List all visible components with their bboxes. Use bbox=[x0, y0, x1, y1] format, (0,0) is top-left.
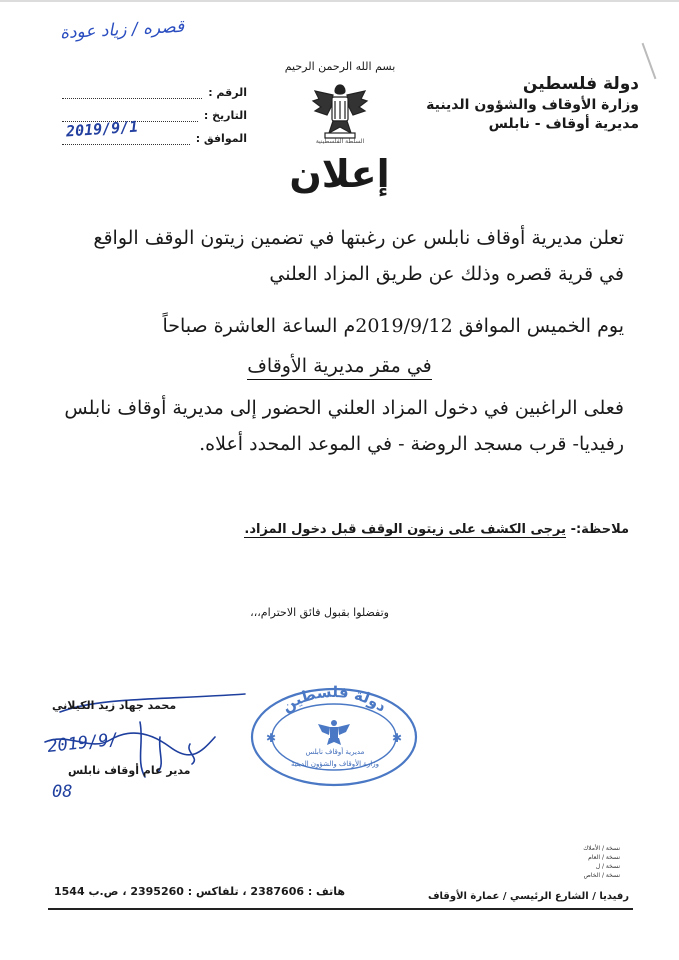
signature-date: 2019/9/ bbox=[46, 729, 120, 757]
basmala: بسم الله الرحمن الرحيم bbox=[284, 60, 396, 73]
distribution-item: نسخة / العام bbox=[588, 854, 620, 861]
distribution-item: نسخة / الأملاك bbox=[583, 845, 620, 852]
corresponding-line bbox=[62, 117, 190, 145]
body-paragraph-4: فعلى الراغبين في دخول المزاد العلني الحضور إلى مديرية أوقاف نابلس رفيديا- قرب مسجد الروضة - في الموعد المحدد أعلاه. bbox=[64, 397, 624, 455]
handwritten-date: 2019/9/1 bbox=[65, 117, 139, 141]
official-stamp bbox=[248, 685, 420, 787]
ref-row bbox=[62, 76, 247, 99]
distribution-item: نسخة / الخاص bbox=[583, 872, 620, 879]
reference-fields bbox=[62, 76, 247, 145]
footer-address: رفيديا / الشارع الرئيسي / عمارة الأوقاف bbox=[427, 891, 629, 902]
note-label: ملاحظة:- bbox=[570, 522, 629, 537]
venue-text: في مقر مديرية الأوقاف bbox=[247, 355, 432, 380]
note-text: يرجى الكشف على زيتون الوقف قبل دخول المزاد. bbox=[244, 522, 567, 537]
ministry-name: وزارة الأوقاف والشؤون الدينية bbox=[426, 97, 639, 113]
signatory-title: مدير عام أوقاف نابلس bbox=[68, 764, 191, 777]
signature-number: 08 bbox=[52, 782, 73, 802]
body-paragraph-1: تعلن مديرية أوقاف نابلس عن رغبتها في تضمين زيتون الوقف الواقع في قرية قصره وذلك عن طريق المزاد العلني bbox=[93, 227, 624, 285]
stamp-star: ✱ bbox=[392, 731, 403, 745]
note bbox=[244, 522, 629, 537]
ref-label: الرقم : bbox=[208, 86, 247, 99]
org-header bbox=[426, 74, 639, 132]
scan-mark bbox=[642, 43, 657, 79]
corresponding-row bbox=[62, 117, 247, 145]
distribution-list bbox=[560, 844, 620, 880]
footer-contacts: هاتف : 2387606 ، تلفاكس : 2395260 ، ص.ب 1544 bbox=[54, 885, 346, 898]
stamp-eagle-icon bbox=[318, 720, 350, 745]
stamp-star: ✱ bbox=[266, 731, 277, 745]
footer-divider bbox=[48, 908, 633, 910]
ref-line bbox=[62, 86, 202, 99]
handwritten-note-top: قصره / زياد عودة bbox=[59, 16, 185, 44]
state-name: دولة فلسطين bbox=[522, 74, 639, 94]
emblem-caption: السلطة الفلسطينية bbox=[315, 138, 365, 145]
corresponding-label: الموافق : bbox=[195, 132, 247, 145]
stamp-name: مديرية أوقاف نابلس bbox=[305, 748, 365, 756]
announcement-title: إعلان bbox=[289, 152, 390, 196]
date-label: التاريخ : bbox=[203, 109, 247, 122]
eagle-emblem-icon bbox=[305, 77, 375, 147]
body-paragraph-2: يوم الخميس الموافق 2019/9/12م الساعة العاشرة صباحاً bbox=[162, 315, 624, 337]
body-paragraph-3 bbox=[0, 348, 679, 384]
distribution-item: نسخة / ل bbox=[595, 863, 620, 870]
stamp-ministry: وزارة الأوقاف والشؤون الدينية bbox=[291, 760, 379, 768]
date-row bbox=[62, 99, 247, 122]
stamp-top-text: دولة فلسطين bbox=[278, 685, 391, 716]
closing-line: وتفضلوا بقبول فائق الاحترام،،، bbox=[250, 606, 389, 619]
signatory-name: محمد جهاد زيد الكيلاني bbox=[52, 699, 177, 712]
directorate-name: مديرية أوقاف - نابلس bbox=[488, 116, 639, 132]
